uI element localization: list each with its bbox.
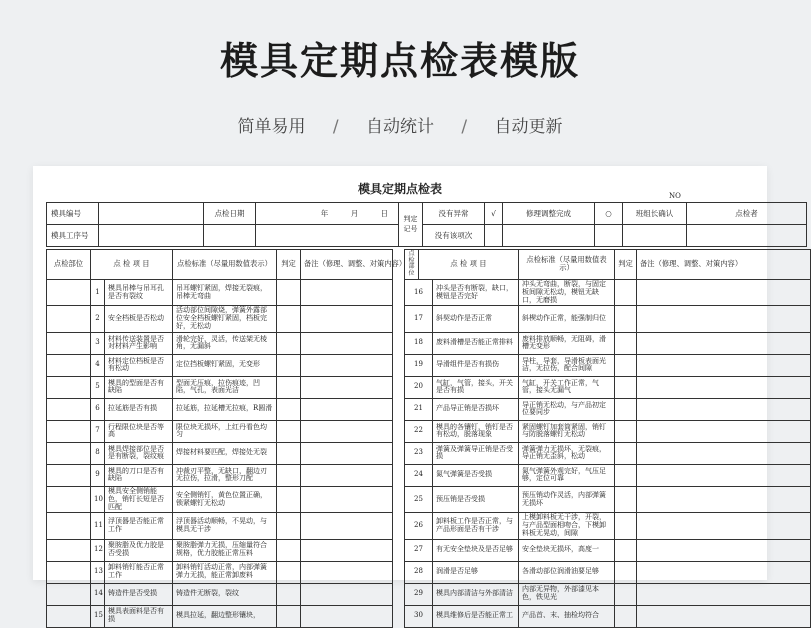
sheet-title: 模具定期点检表 xyxy=(357,182,442,196)
remark-cell xyxy=(637,279,811,305)
remark-cell xyxy=(637,332,811,354)
remark-cell xyxy=(301,486,393,512)
judge-cell xyxy=(615,486,637,512)
item-text: 弹簧及弹簧导正销是否受损 xyxy=(433,442,519,464)
part-cell xyxy=(47,332,91,354)
remark-cell xyxy=(637,354,811,376)
item-text: 卸料板工作是否正常，与产品形面是否有干涉 xyxy=(433,513,519,539)
remark-cell xyxy=(301,464,393,486)
remark-cell xyxy=(637,398,811,420)
leader-confirm-label: 班组长确认 xyxy=(623,203,687,225)
item-text: 拉延筋是否有损 xyxy=(105,398,173,420)
standard-text: 废料排放顺畅，无阻碍，滑槽无变形 xyxy=(519,332,615,354)
tag-easy: 简单易用 xyxy=(237,117,306,137)
remark-cell xyxy=(301,332,393,354)
gap-cell xyxy=(393,306,405,332)
item-text: 卸料销钉能否正常工作 xyxy=(105,561,173,583)
standard-text: 冲头无弯曲，断裂，与固定板间隙无松动，模钮无缺口，无磨损 xyxy=(519,279,615,305)
judge-cell xyxy=(277,420,301,442)
col-standard-right: 点检标准（尽量用数值表示） xyxy=(519,250,615,280)
month-label: 月 xyxy=(339,203,371,225)
item-text: 废料滑槽是否能正常排料 xyxy=(433,332,519,354)
col-part-right: 点检部位 xyxy=(405,250,419,280)
standard-text: 上模卸料板无干涉，开裂，与产品型面相吻合，下模卸料板无晃动，间隙 xyxy=(519,513,615,539)
day-label: 日 xyxy=(371,203,399,225)
judge-mark-label: 判定记号 xyxy=(399,203,423,247)
remark-cell xyxy=(637,420,811,442)
item-no: 9 xyxy=(91,464,105,486)
item-text: 模具内部清洁与外部清洁 xyxy=(433,583,519,605)
item-no: 19 xyxy=(405,354,433,376)
gap-cell xyxy=(393,583,405,605)
item-text: 氮气弹簧是否受损 xyxy=(433,464,519,486)
item-no: 1 xyxy=(91,279,105,305)
item-no: 27 xyxy=(405,539,433,561)
item-text: 材料传送装置是否对材料产生影响 xyxy=(105,332,173,354)
tag-auto-stats: 自动统计 xyxy=(366,117,434,137)
remark-cell xyxy=(637,513,811,539)
judge-cell xyxy=(277,279,301,305)
judge-cell xyxy=(615,420,637,442)
standard-text: 焊接材料要匹配，焊接处无裂 xyxy=(173,442,277,464)
gap-cell xyxy=(393,332,405,354)
standard-text: 预压销动作灵活，内部弹簧无损坏 xyxy=(519,486,615,512)
judge-cell xyxy=(615,398,637,420)
repair-done-mark: ○ xyxy=(595,203,623,225)
judge-cell xyxy=(277,486,301,512)
standard-text: 模具拉延，翻边整形镶块， xyxy=(173,605,277,627)
standard-text: 紧固螺钉加套筒紧固，销钉与防脱落螺钉无松动 xyxy=(519,420,615,442)
judge-cell xyxy=(615,306,637,332)
judge-cell xyxy=(615,464,637,486)
standard-text: 产品首、末、抽检均符合 xyxy=(519,605,615,627)
remark-cell xyxy=(637,539,811,561)
inspection-grid xyxy=(46,249,811,628)
item-no: 4 xyxy=(91,354,105,376)
gap-cell xyxy=(393,420,405,442)
judge-cell xyxy=(277,354,301,376)
part-cell xyxy=(47,420,91,442)
remark-cell xyxy=(637,583,811,605)
mold-no-value xyxy=(99,203,204,225)
gap-cell xyxy=(393,605,405,627)
judge-cell xyxy=(615,354,637,376)
item-text: 模具焊接部位是否是有断裂，裂纹痕 xyxy=(105,442,173,464)
standard-text: 斜楔动作正常，能强制归位 xyxy=(519,306,615,332)
table-row xyxy=(47,354,811,376)
table-row xyxy=(47,279,811,305)
col-judge: 判定 xyxy=(277,250,301,280)
judge-cell xyxy=(615,605,637,627)
remark-cell xyxy=(301,354,393,376)
gap-cell xyxy=(393,513,405,539)
col-remark: 备注（修理、调整、对策内容） xyxy=(301,250,393,280)
table-row xyxy=(47,442,811,464)
table-row xyxy=(47,376,811,398)
table-row xyxy=(47,486,811,512)
item-text: 模具的型面是否有缺陷 xyxy=(105,376,173,398)
standard-text: 安全垫块无损坏，高度一 xyxy=(519,539,615,561)
item-text: 模具维修后是否能正常工 xyxy=(433,605,519,627)
item-text: 冲头是否有断裂，缺口，模钮是否完好 xyxy=(433,279,519,305)
remark-cell xyxy=(637,464,811,486)
judge-cell xyxy=(277,583,301,605)
col-remark-right: 备注（修理、调整、对策内容） xyxy=(637,250,811,280)
item-no: 30 xyxy=(405,605,433,627)
col-item-right: 点 检 项 目 xyxy=(419,250,519,280)
item-no: 14 xyxy=(91,583,105,605)
tag-separator: / xyxy=(461,117,468,137)
col-item: 点 检 项 目 xyxy=(91,250,173,280)
standard-text: 铸造件无断裂，裂纹 xyxy=(173,583,277,605)
remark-cell xyxy=(637,306,811,332)
part-cell xyxy=(47,442,91,464)
item-no: 8 xyxy=(91,442,105,464)
standard-text: 定位挡板螺钉紧固，无变形 xyxy=(173,354,277,376)
table-row xyxy=(47,398,811,420)
item-no: 24 xyxy=(405,464,433,486)
part-cell xyxy=(47,539,91,561)
item-no: 15 xyxy=(91,605,105,627)
judge-cell xyxy=(277,376,301,398)
standard-text: 活动部位间隙烧，弹簧外露部位安全档板螺钉紧固，档板完好，无松动 xyxy=(173,306,277,332)
item-text: 行程限位块是否等高 xyxy=(105,420,173,442)
remark-cell xyxy=(637,376,811,398)
item-text: 导滑组件是否有损伤 xyxy=(433,354,519,376)
item-text: 润滑是否足够 xyxy=(433,561,519,583)
no-abnormal-label: 没有异常 xyxy=(423,203,485,225)
table-row xyxy=(47,420,811,442)
item-text: 模具安全侧销能色，销钉长短是否匹配 xyxy=(105,486,173,512)
remark-cell xyxy=(637,561,811,583)
part-cell xyxy=(47,513,91,539)
table-row xyxy=(47,332,811,354)
item-text: 铸造件是否受损 xyxy=(105,583,173,605)
item-no: 13 xyxy=(91,561,105,583)
table-row xyxy=(47,464,811,486)
item-text: 模具表面料是否有损 xyxy=(105,605,173,627)
sheet-header-table xyxy=(46,202,807,247)
remark-cell xyxy=(301,376,393,398)
item-no: 28 xyxy=(405,561,433,583)
item-no: 12 xyxy=(91,539,105,561)
judge-cell xyxy=(615,513,637,539)
gap-cell xyxy=(393,561,405,583)
table-row xyxy=(47,306,811,332)
standard-text: 安全侧销钉，黄色位置正确，锁紧螺钉无松动 xyxy=(173,486,277,512)
standard-text: 内部无异物，外部漆见本色，铁见光 xyxy=(519,583,615,605)
judge-cell xyxy=(615,332,637,354)
gap-cell xyxy=(393,398,405,420)
part-cell xyxy=(47,605,91,627)
remark-cell xyxy=(637,442,811,464)
standard-text: 氮气弹簧外观完好，气压足够，定位可靠 xyxy=(519,464,615,486)
table-row xyxy=(47,605,811,627)
part-cell xyxy=(47,583,91,605)
judge-cell xyxy=(277,306,301,332)
remark-cell xyxy=(301,306,393,332)
judge-cell xyxy=(615,561,637,583)
item-no: 22 xyxy=(405,420,433,442)
remark-cell xyxy=(301,420,393,442)
item-text: 气缸，气管，接头，开关是否有损 xyxy=(433,376,519,398)
item-text: 模具吊棒与吊耳孔是否有裂纹 xyxy=(105,279,173,305)
part-cell xyxy=(47,398,91,420)
table-row xyxy=(47,561,811,583)
item-no: 18 xyxy=(405,332,433,354)
item-no: 20 xyxy=(405,376,433,398)
standard-text: 导正销无松动，与产品初定位要同步 xyxy=(519,398,615,420)
judge-cell xyxy=(615,583,637,605)
item-no: 10 xyxy=(91,486,105,512)
mold-no-label: 模具编号 xyxy=(47,203,99,225)
item-no: 16 xyxy=(405,279,433,305)
standard-text: 吊耳螺钉紧固，焊接无裂痕，吊棒无弯曲 xyxy=(173,279,277,305)
item-no: 2 xyxy=(91,306,105,332)
item-no: 21 xyxy=(405,398,433,420)
item-no: 17 xyxy=(405,306,433,332)
gap-cell xyxy=(393,486,405,512)
item-no: 23 xyxy=(405,442,433,464)
item-no: 6 xyxy=(91,398,105,420)
part-cell xyxy=(47,376,91,398)
gap-cell xyxy=(393,279,405,305)
gap-cell xyxy=(393,539,405,561)
judge-cell xyxy=(277,561,301,583)
standard-text: 浮顶器活动顺畅，不晃动，与模具无干涉 xyxy=(173,513,277,539)
remark-cell xyxy=(301,605,393,627)
judge-cell xyxy=(277,332,301,354)
gap-cell xyxy=(393,376,405,398)
remark-cell xyxy=(637,486,811,512)
item-no: 5 xyxy=(91,376,105,398)
item-text: 产品导正销是否损坏 xyxy=(433,398,519,420)
feature-tags xyxy=(0,112,800,137)
grid-header-row xyxy=(47,250,811,280)
item-text: 聚胺脂及优力胶是否受损 xyxy=(105,539,173,561)
remark-cell xyxy=(637,605,811,627)
inspector-label: 点检者 xyxy=(687,203,807,225)
item-text: 有无安全垫块及是否足够 xyxy=(433,539,519,561)
judge-cell xyxy=(277,442,301,464)
standard-text: 滑轮完好，灵活，传送架无棱角，无漏斜 xyxy=(173,332,277,354)
judge-cell xyxy=(615,442,637,464)
remark-cell xyxy=(301,583,393,605)
judge-cell xyxy=(277,398,301,420)
item-text: 模具的刀口是否有缺陷 xyxy=(105,464,173,486)
sheet-no-label: NO xyxy=(669,192,681,200)
tag-auto-update: 自动更新 xyxy=(494,117,563,137)
part-cell xyxy=(47,561,91,583)
item-no: 7 xyxy=(91,420,105,442)
standard-text: 弹簧弹力无损坏，无裂痕，导正销无歪斜，松动 xyxy=(519,442,615,464)
judge-cell xyxy=(277,539,301,561)
remark-cell xyxy=(301,539,393,561)
col-judge-right: 判定 xyxy=(615,250,637,280)
judge-cell xyxy=(277,513,301,539)
part-cell xyxy=(47,486,91,512)
remark-cell xyxy=(301,513,393,539)
repair-done-label: 修理调整完成 xyxy=(503,203,595,225)
part-cell xyxy=(47,464,91,486)
process-no-label: 模具工序号 xyxy=(47,225,99,247)
table-row xyxy=(47,539,811,561)
item-text: 安全档板是否松动 xyxy=(105,306,173,332)
judge-cell xyxy=(615,279,637,305)
item-no: 26 xyxy=(405,513,433,539)
table-row xyxy=(47,583,811,605)
standard-text: 各滑动部位润滑油要足够 xyxy=(519,561,615,583)
standard-text: 冲裁刃平整，无缺口，翻边刃无拉伤，拉滑，整形刀配 xyxy=(173,464,277,486)
part-cell xyxy=(47,279,91,305)
item-no: 11 xyxy=(91,513,105,539)
gap-cell xyxy=(393,442,405,464)
item-text: 预压销是否受损 xyxy=(433,486,519,512)
gap-cell xyxy=(393,464,405,486)
part-cell xyxy=(47,306,91,332)
remark-cell xyxy=(301,279,393,305)
part-cell xyxy=(47,354,91,376)
no-such-item-label: 没有该项次 xyxy=(423,225,485,247)
table-row xyxy=(47,513,811,539)
judge-cell xyxy=(277,464,301,486)
remark-cell xyxy=(301,561,393,583)
item-text: 斜契动作是否正常 xyxy=(433,306,519,332)
standard-text: 限位块无损坏，上红丹看色均匀 xyxy=(173,420,277,442)
remark-cell xyxy=(301,442,393,464)
check-date-label: 点检日期 xyxy=(204,203,256,225)
col-standard: 点检标准（尽量用数值表示） xyxy=(173,250,277,280)
gap-cell xyxy=(393,354,405,376)
tag-separator: / xyxy=(332,117,339,137)
standard-text: 聚胺脂弹力无损，压缩量符合规格，优力胶能正常压料 xyxy=(173,539,277,561)
page-title: 模具定期点检表模版 xyxy=(219,39,580,83)
item-no: 29 xyxy=(405,583,433,605)
item-no: 25 xyxy=(405,486,433,512)
remark-cell xyxy=(301,398,393,420)
standard-text: 卸料销钉活动正常，内部弹簧弹力无损，能正常卸废料 xyxy=(173,561,277,583)
judge-cell xyxy=(615,376,637,398)
standard-text: 气缸，开关工作正常，气管，接头无漏气 xyxy=(519,376,615,398)
spreadsheet-preview xyxy=(33,166,767,624)
no-abnormal-mark: √ xyxy=(485,203,503,225)
standard-text: 拉延筋，拉延槽无拉痕，R圆滑 xyxy=(173,398,277,420)
standard-text: 导柱，导套，导滑板表面光洁，无拉伤，配合间隙 xyxy=(519,354,615,376)
col-part: 点检部位 xyxy=(47,250,91,280)
year-label: 年 xyxy=(311,203,339,225)
judge-cell xyxy=(277,605,301,627)
item-text: 模具的各镶钉，销钉是否有松动，脱落现象 xyxy=(433,420,519,442)
standard-text: 型面无压痕，拉伤痕迹，凹陷，气孔，表面光洁 xyxy=(173,376,277,398)
item-no: 3 xyxy=(91,332,105,354)
item-text: 浮顶器是否能正常工作 xyxy=(105,513,173,539)
judge-cell xyxy=(615,539,637,561)
item-text: 材料定位档板是否有松动 xyxy=(105,354,173,376)
